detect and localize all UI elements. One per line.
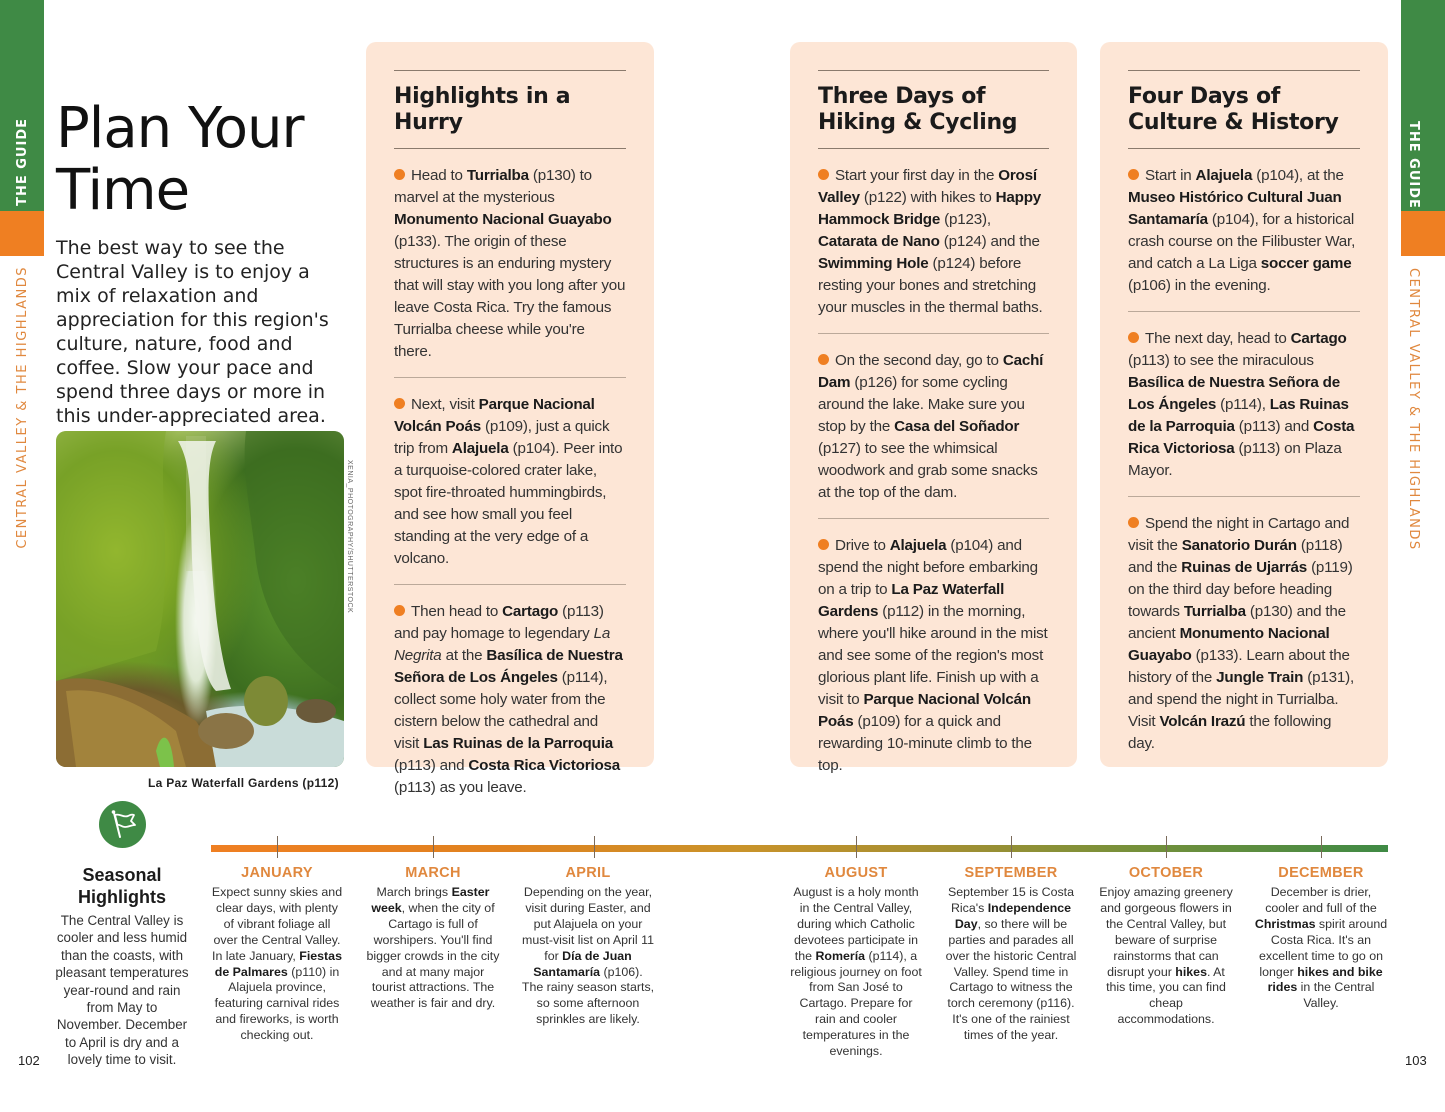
month-description xyxy=(944,885,1078,1044)
place-name: Alajuela xyxy=(889,537,947,554)
month-description xyxy=(789,885,923,1060)
text-run: (p130) and the ancient xyxy=(1128,603,1346,642)
text-run: (p112) in the morning, where you'll hike around in the mist and see some of the region's most glorious plant life. Finish up with a visit to xyxy=(818,603,1048,708)
text-run: (p124) before resting your bones and stretching your muscles in the thermal baths. xyxy=(818,255,1043,316)
text-run: (p133). The origin of these structures is an enduring mystery that will stay with you long after you leave Costa Rica. Try the famous Turrialba cheese while you're there. xyxy=(394,233,626,360)
place-name: Costa Rica Victoriosa xyxy=(468,757,621,774)
timeline-tick xyxy=(1166,836,1167,858)
month-name: SEPTEMBER xyxy=(964,865,1058,881)
bullet-dot-icon xyxy=(394,169,405,180)
itinerary-item xyxy=(1128,312,1360,496)
text-run: spirit around Costa Rica. It's an excellent time to go on longer xyxy=(1259,916,1388,979)
text-run: Next, visit xyxy=(411,396,479,413)
itinerary-item xyxy=(818,149,1049,333)
text-run: (p133). Learn about the history of the xyxy=(1128,647,1350,686)
month-name: APRIL xyxy=(565,865,611,881)
card-content xyxy=(1128,70,1360,769)
photo-credit: XENIA_PHOTOGRAPHY/SHUTTERSTOCK xyxy=(346,460,353,614)
itinerary-card-hiking xyxy=(790,42,1077,774)
side-tab-section-right xyxy=(1401,211,1445,256)
place-name: Basílica de Nuestra Señora de Los Ángeles xyxy=(394,647,623,686)
itinerary-card-highlights xyxy=(366,42,654,796)
waterfall-illustration xyxy=(56,431,344,767)
place-name: Alajuela xyxy=(451,440,509,457)
place-name: soccer game xyxy=(1260,255,1352,272)
place-name: Costa Rica Victoriosa xyxy=(1128,418,1355,457)
timeline-tick xyxy=(1011,836,1012,858)
month-description xyxy=(366,885,500,1012)
place-name: Parque Nacional Volcán Poás xyxy=(818,691,1031,730)
bullet-dot-icon xyxy=(394,398,405,409)
month-name: MARCH xyxy=(405,865,461,881)
text-run: (p106) in the evening. xyxy=(1128,277,1271,294)
text-run: (p123), xyxy=(940,211,991,228)
text-run: La Negrita xyxy=(394,625,611,664)
month-september xyxy=(944,864,1078,1044)
itinerary-item xyxy=(394,149,626,377)
text-run: (p113) and pay homage to legendary xyxy=(394,603,604,642)
place-name: Monumento Nacional Guayabo xyxy=(394,211,612,228)
text-run: Enjoy amazing greenery and gorgeous flowers in the Central Valley, but beware of surprise rainstorms that can disrupt your xyxy=(1099,885,1233,979)
flag-icon xyxy=(99,801,146,848)
month-name: AUGUST xyxy=(824,865,888,881)
waterfall-photo xyxy=(56,431,344,767)
timeline-tick xyxy=(433,836,434,858)
timeline-tick xyxy=(1321,836,1322,858)
text-run: On the second day, go to xyxy=(835,352,1003,369)
card-content xyxy=(818,70,1049,791)
text-run: , so there will be parties and parades all over the historic Central Valley. Spend time in Cartago to witness the torch ceremony (p116). It's one of the rainiest times of the year. xyxy=(945,916,1077,1043)
place-name: Turrialba xyxy=(1183,603,1246,620)
text-run: (p118) and the xyxy=(1128,537,1343,576)
place-name: Cartago xyxy=(1290,330,1347,347)
title-line-1: Plan Your xyxy=(56,96,304,161)
text-run: (p114), xyxy=(1216,396,1270,413)
page-title xyxy=(56,98,303,222)
month-name: JANUARY xyxy=(241,865,313,881)
month-name: OCTOBER xyxy=(1128,865,1204,881)
text-run: (p119) on the third day before heading towards xyxy=(1128,559,1353,620)
place-name: Día de Juan Santamaría xyxy=(533,948,632,979)
bullet-dot-icon xyxy=(818,354,829,365)
page-number-right: 103 xyxy=(1405,1053,1427,1068)
timeline-tick xyxy=(594,836,595,858)
itinerary-item xyxy=(1128,497,1360,769)
text-run: (p122) with hikes to xyxy=(859,189,996,206)
card-title-text: Four Days of Culture & History xyxy=(1128,84,1339,135)
place-name: Orosí Valley xyxy=(818,167,1037,206)
intro-paragraph: The best way to see the Central Valley is to enjoy a mix of relaxation and appreciation for this region's culture, nature, food and coffee. Slow your pace and spend three days or more in this under-appreciated area. xyxy=(56,237,329,427)
place-name: Basílica de Nuestra Señora de Los Ángeles xyxy=(1128,374,1340,413)
guide-label-right: THE GUIDE xyxy=(1406,121,1421,209)
region-label-left: CENTRAL VALLEY & THE HIGHLANDS xyxy=(15,266,30,549)
month-december xyxy=(1254,864,1388,1012)
text-run: (p131), and spend the night in Turrialba. Visit xyxy=(1128,669,1354,730)
text-run: (p114), a religious journey on foot from San José to Cartago. Prepare for rain and cooler temperatures in the evenings. xyxy=(790,948,922,1059)
text-run: Expect sunny skies and clear days, with plenty of vibrant foliage all over the Central Valley. In late January, xyxy=(211,885,343,963)
place-name: Cachí Dam xyxy=(818,352,1044,391)
text-run: Then head to xyxy=(411,603,503,620)
timeline-tick xyxy=(856,836,857,858)
bullet-dot-icon xyxy=(1128,517,1139,528)
place-name: Las Ruinas de la Parroquia xyxy=(1128,396,1349,435)
place-name: Casa del Soñador xyxy=(894,418,1020,435)
month-description xyxy=(521,885,655,1028)
card-content xyxy=(394,70,626,813)
place-name: Alajuela xyxy=(1195,167,1253,184)
page-number-left: 102 xyxy=(18,1053,40,1068)
itinerary-item xyxy=(394,585,626,813)
text-run: (p124) and the xyxy=(939,233,1040,250)
text-run: (p109) for a quick and rewarding 10-minute climb to the top. xyxy=(818,713,1032,774)
bullet-dot-icon xyxy=(818,169,829,180)
text-run: (p113) and xyxy=(1234,418,1314,435)
text-run: December is drier, cooler and full of the xyxy=(1265,885,1377,915)
place-name: Ruinas de Ujarrás xyxy=(1181,559,1308,576)
place-name: Cartago xyxy=(502,603,559,620)
card-title xyxy=(818,71,1049,148)
text-run: in the Central Valley. xyxy=(1297,980,1375,1011)
itinerary-item xyxy=(818,519,1049,791)
text-run: (p109), just a quick trip from xyxy=(394,418,610,457)
bullet-dot-icon xyxy=(394,605,405,616)
seasonal-title: Seasonal Highlights xyxy=(78,865,166,907)
month-description xyxy=(1099,885,1233,1028)
text-run: Start your first day in the xyxy=(835,167,999,184)
text-run: (p113) to see the miraculous xyxy=(1128,352,1314,369)
place-name: hikes xyxy=(1175,964,1207,979)
place-name: Fiestas de Palmares xyxy=(214,948,342,979)
month-name: DECEMBER xyxy=(1278,865,1364,881)
text-run: (p113) and xyxy=(394,757,469,774)
text-run: , when the city of Cartago is full of worshipers. You'll find bigger crowds in the city and at many major tourist attractions. The weather is fair and dry. xyxy=(366,900,500,1011)
text-run: (p126) for some cycling around the lake. Make sure you stop by the xyxy=(818,374,1025,435)
text-run: . At this time, you can find cheap accommodations. xyxy=(1106,964,1226,1027)
text-run: at the xyxy=(441,647,487,664)
place-name: Swimming Hole xyxy=(818,255,929,272)
text-run: Drive to xyxy=(835,537,890,554)
month-march xyxy=(366,864,500,1012)
bullet-dot-icon xyxy=(818,539,829,550)
side-tab-section-left xyxy=(0,211,44,256)
place-name: Catarata de Nano xyxy=(818,233,940,250)
place-name: Happy Hammock Bridge xyxy=(818,189,1042,228)
place-name: La Paz Waterfall Gardens xyxy=(818,581,1005,620)
text-run: (p114), collect some holy water from the cistern below the cathedral and visit xyxy=(394,669,608,752)
itinerary-items xyxy=(818,149,1049,791)
region-label-right: CENTRAL VALLEY & THE HIGHLANDS xyxy=(1406,268,1421,551)
place-name: Monumento Nacional Guayabo xyxy=(1128,625,1330,664)
place-name: Volcán Irazú xyxy=(1159,713,1246,730)
text-run: (p106). The rainy season starts, so some afternoon sprinkles are likely. xyxy=(521,964,655,1027)
text-run: (p110) in Alajuela province, featuring carnival rides and fireworks, is worth checking out. xyxy=(214,964,340,1043)
bullet-dot-icon xyxy=(1128,169,1139,180)
place-name: Independence Day xyxy=(954,900,1072,931)
month-description xyxy=(1254,885,1388,1012)
text-run: Depending on the year, visit during Easter, and put Alajuela on your must-visit list on April 11 for xyxy=(522,885,654,963)
place-name: Parque Nacional Volcán Poás xyxy=(394,396,595,435)
itinerary-item xyxy=(394,378,626,584)
text-run: (p104), at the xyxy=(1252,167,1344,184)
month-january xyxy=(210,864,344,1044)
place-name: hikes and bike rides xyxy=(1267,964,1383,995)
card-title xyxy=(1128,71,1360,148)
itinerary-item xyxy=(1128,149,1360,311)
month-april xyxy=(521,864,655,1028)
place-name: Sanatorio Durán xyxy=(1181,537,1297,554)
text-run: The next day, head to xyxy=(1145,330,1291,347)
seasonal-description: The Central Valley is cooler and less humid than the coasts, with pleasant temperatures year-round and rain from May to November. December to April is dry and a lovely time to visit. xyxy=(55,913,189,1068)
place-name: Easter week xyxy=(371,885,490,915)
place-name: Romería xyxy=(815,948,866,963)
place-name: Jungle Train xyxy=(1216,669,1304,686)
card-title-text: Three Days of Hiking & Cycling xyxy=(818,84,1018,135)
text-run: Head to xyxy=(411,167,467,184)
place-name: Las Ruinas de la Parroquia xyxy=(423,735,613,752)
month-october xyxy=(1099,864,1233,1028)
text-run: (p113) as you leave. xyxy=(394,779,527,796)
title-line-2: Time xyxy=(56,158,190,223)
bullet-dot-icon xyxy=(1128,332,1139,343)
itinerary-items xyxy=(394,149,626,813)
guide-label-left: THE GUIDE xyxy=(15,118,30,206)
itinerary-items xyxy=(1128,149,1360,769)
text-run: (p104). Peer into a turquoise-colored crater lake, spot fire-throated hummingbirds, and see how small you feel standing at the very edge of a volcano. xyxy=(394,440,623,567)
text-run: March brings xyxy=(376,885,452,899)
place-name: Turrialba xyxy=(466,167,529,184)
text-run: September 15 is Costa Rica's xyxy=(947,885,1075,915)
text-run: Spend the night in Cartago and visit the xyxy=(1128,515,1350,554)
place-name: Christmas xyxy=(1254,916,1316,931)
itinerary-item xyxy=(818,334,1049,518)
itinerary-card-culture xyxy=(1100,42,1388,767)
timeline-tick xyxy=(277,836,278,858)
month-august xyxy=(789,864,923,1060)
place-name: Museo Histórico Cultural Juan Santamaría xyxy=(1128,189,1342,228)
timeline-bar xyxy=(211,845,1388,852)
text-run: Start in xyxy=(1145,167,1196,184)
month-description xyxy=(210,885,344,1044)
text-run: the following day. xyxy=(1128,713,1332,752)
text-run: (p104) and spend the night before embarking on a trip to xyxy=(818,537,1038,598)
text-run: (p127) to see the whimsical woodwork and grab some snacks at the top of the dam. xyxy=(818,440,1038,501)
card-title: Highlights in a Hurry xyxy=(394,84,571,135)
text-run: (p104), for a historical crash course on the Filibuster War, and catch a La Liga xyxy=(1128,211,1356,272)
text-run: (p130) to marvel at the mysterious xyxy=(394,167,592,206)
text-run: (p113) on Plaza Mayor. xyxy=(1128,440,1342,479)
text-run: August is a holy month in the Central Valley, during which Catholic devotees participate in the xyxy=(793,885,919,963)
photo-caption: La Paz Waterfall Gardens (p112) xyxy=(148,776,339,790)
